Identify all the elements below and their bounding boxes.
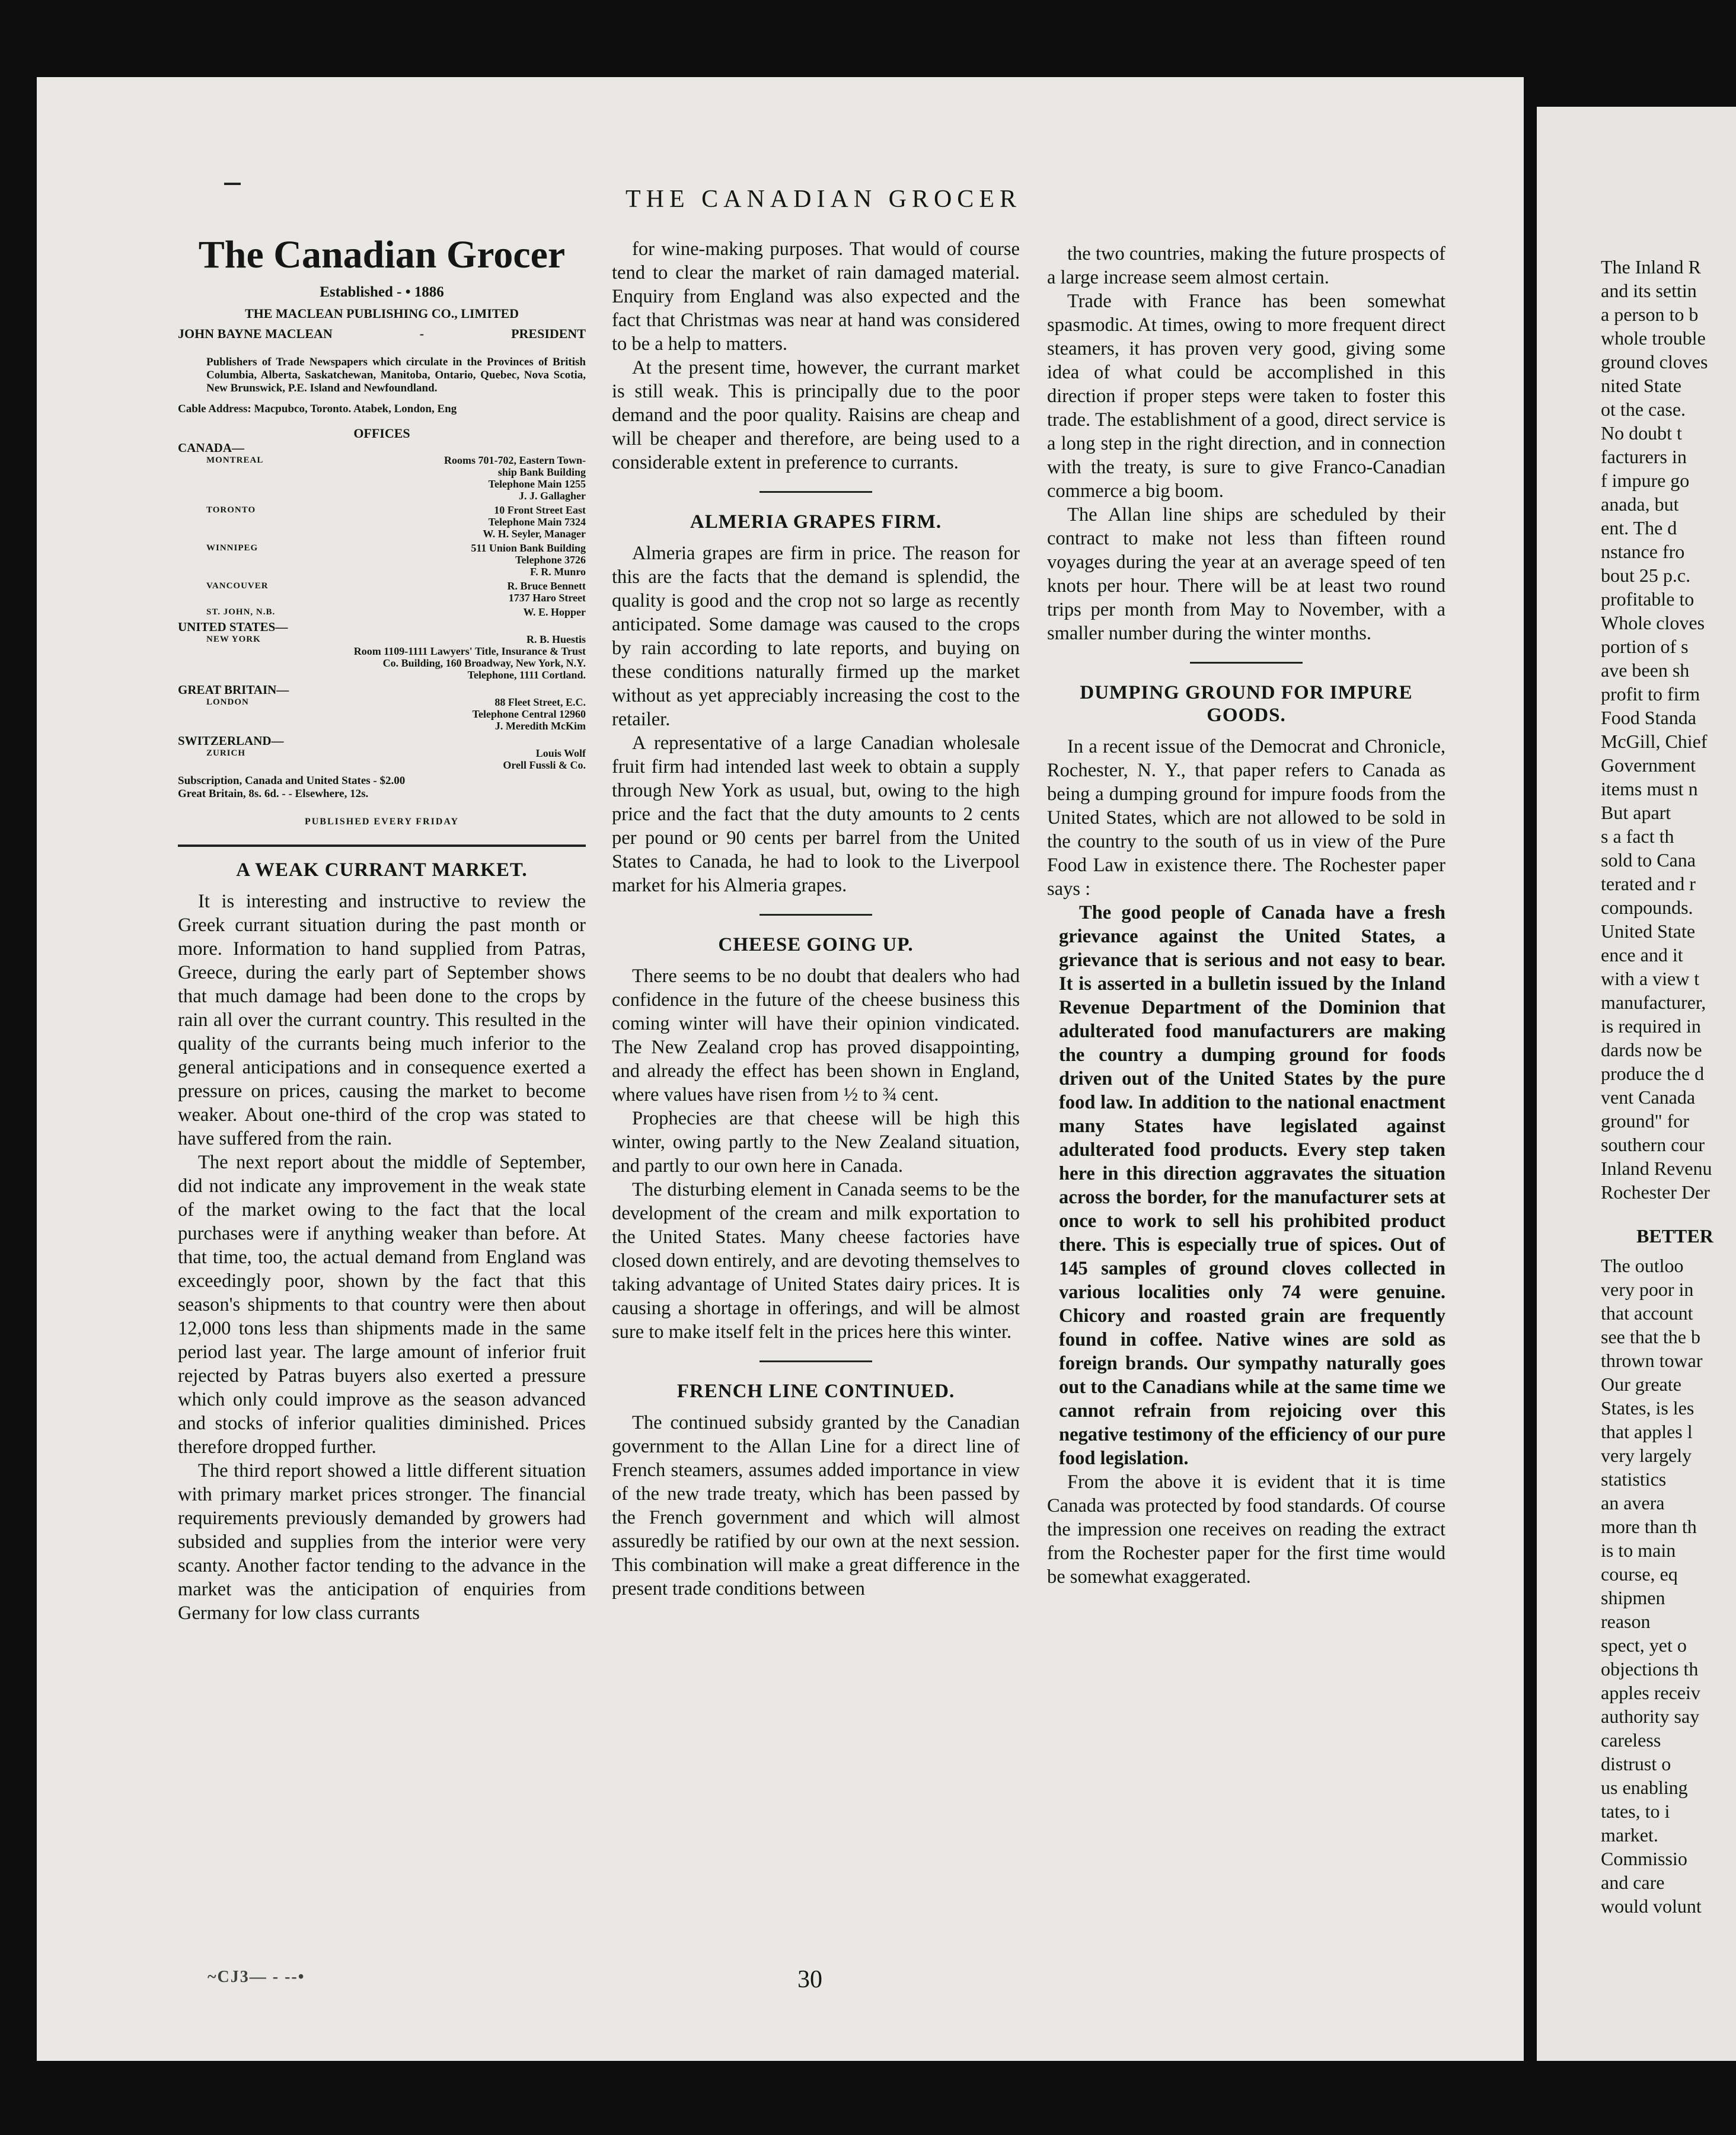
paragraph: The third report showed a little different situation with primary market prices stronger. The financial requirements previously demanded by growers had subsided and supplies from the interior were very scanty. Another factor tending to the advance in the market was the anticipation of enquiries from Germany for low class currants [178,1460,586,1624]
office-city: ST. JOHN, N.B. [206,607,276,617]
cutoff-line: that account [1601,1302,1693,1324]
publication-schedule: PUBLISHED EVERY FRIDAY [304,817,459,827]
cutoff-line: No doubt t [1601,422,1682,444]
cutoff-line: statistics [1601,1468,1667,1490]
cutoff-line: produce the d [1601,1063,1705,1084]
cutoff-line: Commissio [1601,1848,1687,1869]
cutoff-line: whole trouble [1601,327,1706,349]
office-address: 511 Union Bank Building Telephone 3726 F. R. Munro [471,542,586,578]
cutoff-line: a person to b [1601,304,1699,325]
cutoff-line: facturers in [1601,446,1687,467]
section-rule [1190,662,1303,664]
cutoff-line: But apart [1601,802,1671,823]
column-1 [178,232,586,1625]
cutoff-line: objections th [1601,1658,1699,1680]
office-address: R. Bruce Bennett 1737 Haro Street [507,580,586,604]
president-title: PRESIDENT [511,326,586,341]
paragraph: The Allan line ships are scheduled by their contract to make not less than fifteen round voyages during the year at an average speed of ten knots per hour. There will be at least two round trips per month from May to November, with a smaller number during the winter months. [1047,504,1445,644]
cutoff-line: very largely [1601,1445,1692,1466]
office-entry [178,633,586,681]
cutoff-line: reason [1601,1611,1651,1632]
cutoff-line: with a view t [1601,968,1700,989]
cutoff-article-top [1601,255,1736,1204]
paragraph: Trade with France has been somewhat spasmodic. At times, owing to more frequent direct steamers, it has proven very good, giving some idea of what could be accomplished in this direction if proper steps were taken to foster this trade. The establishment of a good, direct service is a long step in the right direction, and in connection with the treaty, is sure to give Franco-Canadian commerce a big boom. [1047,291,1445,502]
office-region: CANADA— [178,441,244,455]
office-city: NEW YORK [206,635,261,644]
cable-address: Cable Address: Macpubco, Toronto. Atabek, London, Eng [178,403,457,415]
cutoff-line: sold to Cana [1601,849,1696,871]
paragraph: A representative of a large Canadian wholesale fruit firm had intended last week to obtain a supply through New York as usual, but, owing to the high price and the fact that the duty amounts to 2 cents per pound or 90 cents per barrel from the United States to Canada, he had to look to the Liverpool market for his Almeria grapes. [612,732,1020,896]
paragraph: It is interesting and instructive to review the Greek currant situation during the past month or more. Information to hand supplied from Patras, Greece, during the early part of September shows that much damage had been done to the crops by rain all over the currant country. This resulted in the quality of the currants being much inferior to the general anticipations and in consequence exerted a pressure on prices, causing the market to become weaker. About one-third of the crop was stated to have suffered from the rain. [178,891,586,1149]
office-city: WINNIPEG [206,543,259,553]
cutoff-line: United State [1601,920,1696,942]
cutoff-line: see that the b [1601,1326,1700,1347]
column-4-cutoff [1601,255,1736,1918]
paragraph: the two countries, making the future prospects of a large increase seem almost certain. [1047,243,1445,288]
cutoff-line: ground cloves [1601,351,1708,372]
offices-heading: OFFICES [353,426,410,441]
cutoff-line: The Inland R [1601,256,1701,278]
heading-better: BETTER [1636,1225,1713,1247]
cutoff-line: McGill, Chief [1601,731,1708,752]
office-address: R. B. Huestis Room 1109-1111 Lawyers' Title, Insurance & Trust Co. Building, 160 Broadway, New York, N.Y. Telephone, 1111 Cortland. [353,633,586,681]
column-2 [612,237,1020,1601]
section-heading: FRENCH LINE CONTINUED. [676,1381,955,1402]
article-weak-currant [178,890,586,1625]
section-rule [760,491,872,493]
cutoff-line: ot the case. [1601,399,1686,420]
office-address: W. E. Hopper [523,606,586,618]
cutoff-line: market. [1601,1824,1658,1846]
subscription-info: Subscription, Canada and United States - $2.00 Great Britain, 8s. 6d. - - Elsewhere, 12s. [178,775,406,800]
cutoff-line: shipmen [1601,1587,1665,1608]
office-city: ZURICH [206,748,246,758]
office-entry [178,580,586,604]
cutoff-line: apples receiv [1601,1682,1700,1703]
rochester-quote: The good people of Canada have a fresh grievance against the United States, a grievance that is serious and not easy to bear. It is asserted in a bulletin issued by the Inland Revenue Department of the Dominion that adulterated food manufacturers are making the country a dumping ground for foods driven out of the United States by the pure food law. In addition to the national enactment many States have legislated against adulterated food products. Every step taken here in this direction aggravates the situation across the border, for the manufacturer sets at once to work to sell his prohibited product there. This is especially true of spices. Out of 145 samples of ground cloves collected in various localities only 74 were genuine. Chicory and roasted grain are frequently found in coffee. Native wines are sold as foreign brands. Our sympathy naturally goes out to the Canadians while at the same time we cannot refrain from rejoicing over this negative testimony of the efficiency of our pure food legislation. [1059,902,1445,1469]
heading-dumping-ground: DUMPING GROUND FOR IMPURE GOODS. [1080,682,1413,726]
office-region: GREAT BRITAIN— [178,683,289,697]
section-rule [760,914,872,916]
cutoff-line: vent Canada [1601,1086,1696,1108]
office-city: TORONTO [206,505,256,515]
cutoff-line: Inland Revenu [1601,1158,1712,1179]
cutoff-line: that apples l [1601,1421,1693,1442]
office-entry [178,504,586,540]
cutoff-article-bottom [1601,1254,1736,1918]
cutoff-line: bout 25 p.c. [1601,565,1691,586]
office-city: LONDON [206,697,249,707]
running-head: THE CANADIAN GROCER [626,186,1022,213]
office-entry [178,606,586,618]
page-number: 30 [797,1966,822,1993]
president-name: JOHN BAYNE MACLEAN [178,326,333,341]
paragraph: Almeria grapes are firm in price. The reason for this are the facts that the demand is splendid, the quality is good and the crop not so large as recently anticipated. Some damage was caused to the crops by rain according to late reports, and buying on these conditions naturally firmed up the market without as yet appreciably increasing the cost to the retailer. [612,543,1020,730]
cutoff-line: compounds. [1601,897,1693,918]
cutoff-line: and care [1601,1872,1665,1893]
paragraph: There seems to be no doubt that dealers who had confidence in the future of the cheese business this coming winter will have their opinion vindicated. The New Zealand crop has proved disappointing, and already the effect has been shown in England, where values have risen from ½ to ¾ cent. [612,965,1020,1105]
cutoff-line: ent. The d [1601,517,1677,538]
article-french-line-continued [1047,242,1445,645]
office-city: VANCOUVER [206,581,269,591]
paragraph: The next report about the middle of September, did not indicate any improvement in the weak state of the market owing to the fact that the local purchases were if anything weaker than before. At that time, too, the actual demand from England was exceedingly poor, shown by the fact that this season's shipments to that country were then about 12,000 tons less than shipments made in the same period last year. The large amount of inferior fruit rejected by Patras buyers also exerted a pressure which only could improve as the season advanced and stocks of inferior qualities diminished. Prices therefore dropped further. [178,1152,586,1458]
cutoff-line: Whole cloves [1601,612,1705,633]
offices-list [178,441,586,771]
president-row [178,324,586,344]
cutoff-line: Rochester Der [1601,1181,1710,1203]
cutoff-line: items must n [1601,778,1698,799]
cutoff-line: ground" for [1601,1110,1690,1132]
cutoff-line: course, eq [1601,1563,1678,1585]
article-weak-currant-continued [612,237,1020,474]
cutoff-line: Government [1601,754,1696,776]
cutoff-line: Our greate [1601,1374,1681,1395]
office-address: 88 Fleet Street, E.C. Telephone Central 12960 J. Meredith McKim [472,696,586,732]
cutoff-line: very poor in [1601,1279,1694,1300]
cutoff-line: thrown towar [1601,1350,1703,1371]
cutoff-line: tates, to i [1601,1801,1670,1822]
established-line: Established - • 1886 [320,284,444,300]
cutoff-line: States, is les [1601,1397,1694,1419]
cutoff-line: would volunt [1601,1895,1702,1917]
cutoff-line: nited State [1601,375,1681,396]
president-dash: - [419,326,425,341]
cutoff-line: more than th [1601,1516,1697,1537]
cutoff-line: s a fact th [1601,826,1674,847]
paragraph: The disturbing element in Canada seems to be the development of the cream and milk exportation to the United States. Many cheese factories have closed down entirely, and are devoting themselves to taking advantage of United States dairy prices. It is causing a shortage in offerings, and will be almost sure to make itself felt in the prices here this winter. [612,1179,1020,1343]
office-region: UNITED STATES— [178,620,288,634]
office-entry [178,542,586,578]
cutoff-line: portion of s [1601,636,1689,657]
office-address: 10 Front Street East Telephone Main 7324 W. H. Seyler, Manager [483,504,586,540]
paragraph: for wine-making purposes. That would of course tend to clear the market of rain damaged material. Enquiry from England was also expected and the fact that Christmas was near at hand was considered to be a help to matters. [612,238,1020,355]
cutoff-line: Food Standa [1601,707,1696,728]
cutoff-line: anada, but [1601,493,1679,515]
masthead-title: The Canadian Grocer [198,233,566,276]
cutoff-line: profitable to [1601,588,1694,610]
office-region: SWITZERLAND— [178,734,284,748]
publishers-note: Publishers of Trade Newspapers which circulate in the Provinces of British Columbia, Alberta, Saskatchewan, Manitoba, Ontario, Quebec, Nova Scotia, New Brunswick, P.E. Island and Newfoundland. [206,356,586,394]
cutoff-line: careless [1601,1729,1661,1751]
column-3 [1047,242,1445,1589]
publisher-name: THE MACLEAN PUBLISHING CO., LIMITED [244,306,519,321]
section-heading: CHEESE GOING UP. [718,934,914,955]
publisher-row [178,304,586,324]
cutoff-line: dards now be [1601,1039,1702,1060]
cutoff-line: terated and r [1601,873,1696,894]
footer-smudge: ~CJ3— - --• [208,1968,305,1986]
office-entry [178,747,586,771]
office-entry [178,696,586,732]
cutoff-line: and its settin [1601,280,1697,301]
cutoff-line: ence and it [1601,944,1683,965]
cutoff-line: profit to firm [1601,683,1700,705]
section-heading: ALMERIA GRAPES FIRM. [690,511,942,533]
cutoff-line: ave been sh [1601,659,1690,681]
cutoff-line: is to main [1601,1540,1676,1561]
cutoff-line: spect, yet o [1601,1634,1687,1656]
paragraph: Prophecies are that cheese will be high this winter, owing partly to the New Zealand situation, and partly to our own here in Canada. [612,1108,1020,1177]
column-2-sections [612,491,1020,1601]
cutoff-line: is required in [1601,1015,1701,1037]
paragraph: At the present time, however, the currant market is still weak. This is principally due to the poor demand and the poor quality. Raisins are cheap and will be cheaper and therefore, are being used to a considerable extent in preference to currants. [612,357,1020,473]
cutoff-line: The outloo [1601,1255,1684,1276]
cutoff-line: us enabling [1601,1777,1688,1798]
office-address: Louis Wolf Orell Fussli & Co. [503,747,586,771]
office-entry [178,454,586,502]
cutoff-line: southern cour [1601,1134,1705,1155]
office-city: MONTREAL [206,455,264,465]
masthead-rule [178,845,586,847]
cutoff-line: distrust o [1601,1753,1671,1774]
cutoff-line: an avera [1601,1492,1665,1513]
heading-weak-currant: A WEAK CURRANT MARKET. [236,859,528,881]
paragraph: The continued subsidy granted by the Canadian government to the Allan Line for a direct line of French steamers, assumes added importance in view of the new trade treaty, which has been passed by the French government and which will almost assuredly be ratified by our own at the next session. This combination will make a great difference in the present trade conditions between [612,1412,1020,1599]
cutoff-line: authority say [1601,1706,1700,1727]
cutoff-line: nstance fro [1601,541,1685,562]
section-rule [760,1360,872,1362]
office-address: Rooms 701-702, Eastern Town- ship Bank Building Telephone Main 1255 J. J. Gallagher [443,454,586,502]
dumping-ground-closing: From the above it is evident that it is time Canada was protected by food standards. Of course the impression one receives on reading the extract from the Rochester paper for the first time would be somewhat exaggerated. [1047,1471,1445,1588]
cutoff-line: f impure go [1601,470,1690,491]
cutoff-line: manufacturer, [1601,992,1706,1013]
dumping-ground-intro: In a recent issue of the Democrat and Chronicle, Rochester, N. Y., that paper refers to Canada as being a dumping ground for impure foods from the United States, which are not allowed to be sold in the country to the south of us in view of the Pure Food Law in existence there. The Rochester paper says : [1047,736,1445,900]
